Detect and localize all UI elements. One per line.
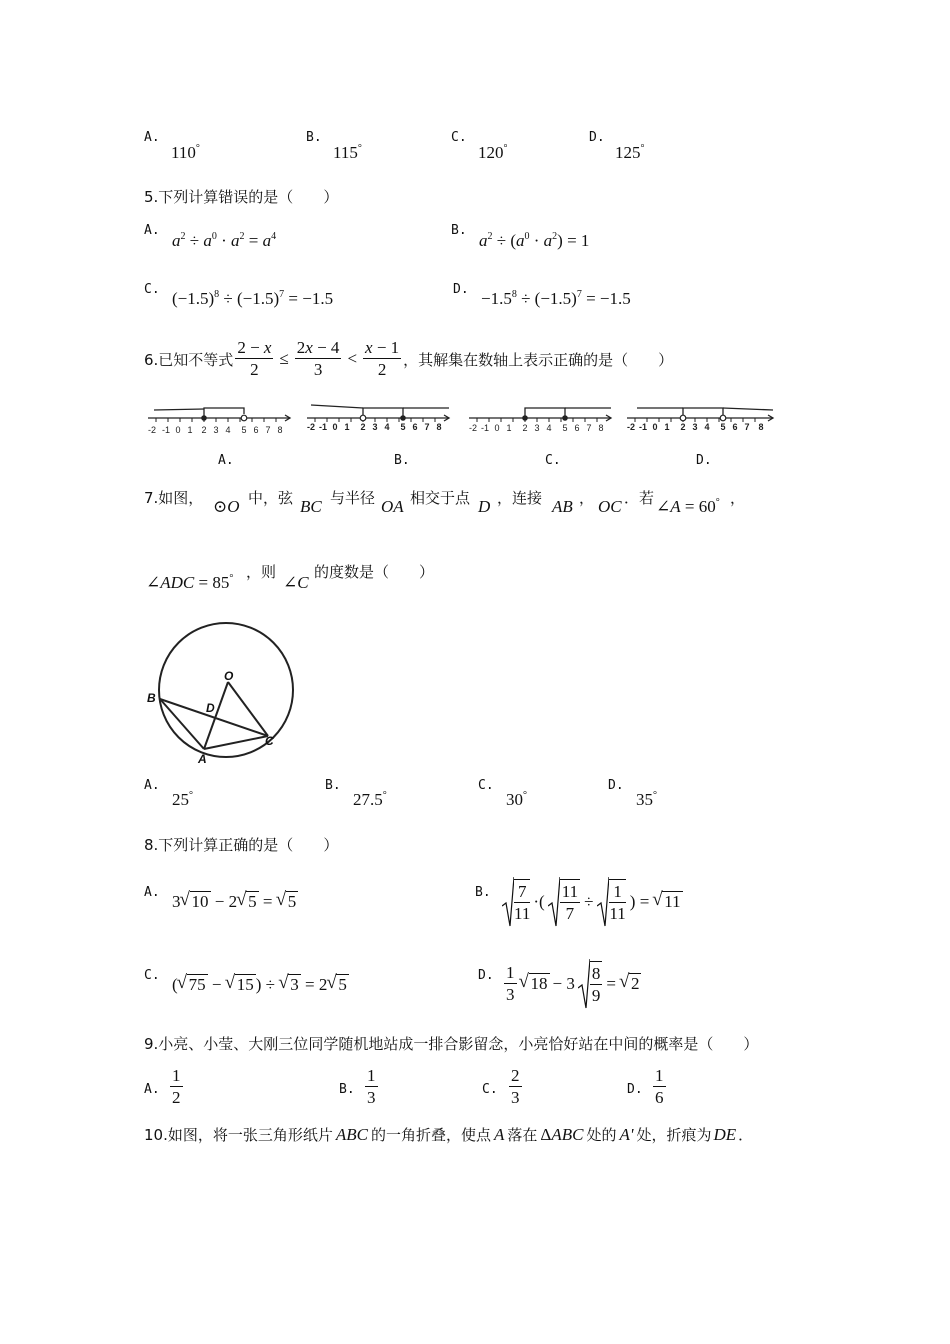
q5-option-d-expr: $-1.5^8 \div (-1.5)^7 = -1.5$ bbox=[481, 289, 631, 308]
svg-text:3: 3 bbox=[692, 422, 698, 432]
q10-stem-part: 的一角折叠，使点 bbox=[370, 1126, 491, 1144]
q8-option-a-expr: 3√ 10 − 2√ 5 = √ 5 bbox=[172, 892, 298, 912]
q8-option-d-label: D. bbox=[478, 968, 494, 983]
q5-option-c-expr: $(-1.5)^8 \div (-1.5)^7 = -1.5$ bbox=[172, 289, 334, 308]
svg-text:-1: -1 bbox=[161, 425, 171, 435]
svg-text:-2: -2 bbox=[147, 425, 157, 435]
q7-seg-oc: OC bbox=[598, 497, 622, 516]
svg-text:4: 4 bbox=[225, 425, 231, 435]
svg-text:2: 2 bbox=[201, 425, 207, 435]
svg-text:1: 1 bbox=[664, 422, 670, 432]
svg-text:3: 3 bbox=[372, 422, 378, 432]
q7-angle-adc: ∠ADC = 85° bbox=[146, 573, 234, 592]
q6-stem-suffix: ，其解集在数轴上表示正确的是（ ） bbox=[403, 350, 674, 369]
svg-text:2: 2 bbox=[680, 422, 686, 432]
q9-option-a-frac: $\frac{1}{2}$ bbox=[172, 1066, 181, 1107]
q7-angle-a: ∠A = 60° bbox=[656, 497, 720, 516]
svg-text:7: 7 bbox=[744, 422, 750, 432]
q7-label-a: A bbox=[198, 752, 207, 766]
q7-figure-oc bbox=[228, 682, 268, 736]
q4-option-c-value: 120° bbox=[478, 143, 508, 162]
q10-point-a-prime: A' bbox=[619, 1125, 634, 1144]
svg-text:-1: -1 bbox=[480, 423, 490, 433]
svg-text:1: 1 bbox=[187, 425, 193, 435]
q10-delta-abc: ΔABC bbox=[540, 1125, 584, 1144]
svg-text:4: 4 bbox=[384, 422, 390, 432]
q9-option-b-frac: $\frac{1}{3}$ bbox=[367, 1066, 376, 1107]
q7-stem-part: 中，弦 bbox=[248, 489, 294, 507]
q7-option-d-value: 35° bbox=[636, 790, 657, 809]
q7-radius-oa: OA bbox=[381, 497, 404, 516]
svg-text:1: 1 bbox=[344, 422, 350, 432]
q7-figure bbox=[144, 618, 304, 768]
q10-point-a: A bbox=[493, 1125, 505, 1144]
q7-label-d: D bbox=[206, 701, 215, 715]
q5-option-d-label: D. bbox=[453, 282, 469, 297]
q6-option-b-label: B. bbox=[394, 453, 410, 468]
svg-text:0: 0 bbox=[332, 422, 338, 432]
svg-text:1: 1 bbox=[506, 423, 512, 433]
q9-option-d-frac: $\frac{1}{6}$ bbox=[655, 1066, 664, 1107]
q9-option-b-label: B. bbox=[339, 1082, 355, 1097]
svg-text:7: 7 bbox=[265, 425, 271, 435]
q4-option-b-label: B. bbox=[306, 130, 322, 145]
q7-option-b-value: 27.5° bbox=[353, 790, 387, 809]
q7-circle-o: ⊙O bbox=[213, 497, 240, 516]
q8-option-c-label: C. bbox=[144, 968, 160, 983]
q7-stem-part: 相交于点 bbox=[410, 489, 471, 507]
q7-stem-part: ， bbox=[730, 489, 746, 507]
svg-text:8: 8 bbox=[277, 425, 283, 435]
svg-text:5: 5 bbox=[720, 422, 726, 432]
q6-inequality: $\frac{2 - x}{2}$ ≤ $\frac{2x - 4}{3}$ < $\frac{x - 1}{2}$ bbox=[237, 337, 400, 379]
q7-stem-part: ，连接 bbox=[497, 489, 543, 507]
q9-option-c-label: C. bbox=[482, 1082, 498, 1097]
q4-option-b-value: 115° bbox=[333, 143, 362, 162]
q10-stem-part: 处，折痕为 bbox=[636, 1126, 712, 1144]
q9-stem: 9.小亮、小莹、大刚三位同学随机地站成一排合影留念，小亮恰好站在中间的概率是（ ） bbox=[144, 1035, 759, 1053]
svg-text:8: 8 bbox=[598, 423, 604, 433]
svg-text:3: 3 bbox=[534, 423, 540, 433]
svg-text:5: 5 bbox=[241, 425, 247, 435]
svg-text:-1: -1 bbox=[318, 422, 328, 432]
q8-option-c-expr: (√ 75 − √ 15 ) ÷ √ 3 = 2√ 5 bbox=[172, 975, 349, 995]
q7-stem-part: ， bbox=[579, 489, 595, 507]
q8-option-b-expr: $\frac{7}{11}$ ·( $\frac{11}{7}$ ÷ $\frac{1}{11}$ ) = √ 11 bbox=[502, 876, 683, 928]
q7-label-c: C bbox=[265, 734, 274, 748]
q7-option-a-value: 25° bbox=[172, 790, 193, 809]
q5-option-a-label: A. bbox=[144, 223, 160, 238]
q5-option-c-label: C. bbox=[144, 282, 160, 297]
q10-stem-part: ． bbox=[738, 1126, 754, 1144]
q7-option-a-label: A. bbox=[144, 778, 160, 793]
q4-option-a-label: A. bbox=[144, 130, 160, 145]
q7-point-d: D bbox=[478, 497, 491, 516]
q7-label-b: B bbox=[147, 691, 156, 705]
q7-option-c-label: C. bbox=[478, 778, 494, 793]
q8-option-d-expr: $\frac{1}{3}$ √ 18 − 3 $\frac{8}{9}$ = √ 2 bbox=[504, 958, 641, 1010]
q7-seg-ab: AB bbox=[552, 497, 573, 516]
svg-text:0: 0 bbox=[175, 425, 181, 435]
svg-text:6: 6 bbox=[412, 422, 418, 432]
svg-text:7: 7 bbox=[586, 423, 592, 433]
q7-option-c-value: 30° bbox=[506, 790, 527, 809]
q8-stem: 8.下列计算正确的是（ ） bbox=[144, 836, 339, 854]
svg-text:8: 8 bbox=[436, 422, 442, 432]
svg-text:0: 0 bbox=[652, 422, 658, 432]
q7-stem-part: 7.如图， bbox=[144, 489, 204, 507]
q7-stem-part: ．若 bbox=[624, 489, 655, 507]
svg-text:4: 4 bbox=[704, 422, 710, 432]
svg-text:3: 3 bbox=[213, 425, 219, 435]
q10-crease-de: DE bbox=[713, 1125, 737, 1144]
q10-stem-part: 处的 bbox=[586, 1126, 617, 1144]
svg-text:4: 4 bbox=[546, 423, 552, 433]
q6-option-d-label: D. bbox=[696, 453, 712, 468]
svg-text:2: 2 bbox=[360, 422, 366, 432]
svg-text:-1: -1 bbox=[638, 422, 648, 432]
q6-number-line-d bbox=[623, 398, 778, 438]
q10-stem bbox=[144, 1124, 753, 1145]
q7-stem-part: ，则 bbox=[246, 563, 277, 581]
svg-text:0: 0 bbox=[494, 423, 500, 433]
q7-figure-ac bbox=[204, 736, 268, 749]
q10-triangle-abc: ABC bbox=[335, 1125, 368, 1144]
q10-stem-part: 落在 bbox=[507, 1126, 538, 1144]
q5-stem: 5.下列计算错误的是（ ） bbox=[144, 188, 339, 206]
svg-text:5: 5 bbox=[400, 422, 406, 432]
q4-option-d-label: D. bbox=[589, 130, 605, 145]
q7-chord-bc: BC bbox=[300, 497, 322, 516]
svg-text:6: 6 bbox=[732, 422, 738, 432]
q7-option-b-label: B. bbox=[325, 778, 341, 793]
q7-stem-part: 的度数是（ ） bbox=[314, 563, 435, 581]
q6-number-line-c bbox=[465, 398, 615, 438]
q9-option-c-frac: $\frac{2}{3}$ bbox=[511, 1066, 520, 1107]
q5-option-a-expr: $a^2 \div a^0 \cdot a^2 = a^4$ bbox=[172, 231, 277, 250]
svg-text:5: 5 bbox=[562, 423, 568, 433]
q9-option-d-label: D. bbox=[627, 1082, 643, 1097]
q7-option-d-label: D. bbox=[608, 778, 624, 793]
q6-stem bbox=[144, 334, 673, 384]
q6-option-c-label: C. bbox=[545, 453, 561, 468]
q5-option-b-expr: $a^2 \div (a^0 \cdot a^2) = 1$ bbox=[479, 231, 590, 250]
q8-option-a-label: A. bbox=[144, 885, 160, 900]
q5-option-b-label: B. bbox=[451, 223, 467, 238]
q7-label-o: O bbox=[224, 669, 234, 683]
svg-text:6: 6 bbox=[574, 423, 580, 433]
q7-angle-c: ∠C bbox=[283, 573, 309, 592]
svg-text:-2: -2 bbox=[306, 422, 316, 432]
q4-option-d-value: 125° bbox=[615, 143, 645, 162]
svg-text:6: 6 bbox=[253, 425, 259, 435]
svg-text:2: 2 bbox=[522, 423, 528, 433]
q6-option-a-label: A. bbox=[218, 453, 234, 468]
q9-option-a-label: A. bbox=[144, 1082, 160, 1097]
q7-stem-part: 与半径 bbox=[330, 489, 376, 507]
q4-option-a-value: 110° bbox=[171, 143, 200, 162]
q4-option-c-label: C. bbox=[451, 130, 467, 145]
q6-stem-prefix: 6.已知不等式 bbox=[144, 350, 234, 369]
q10-stem-part: 10.如图，将一张三角形纸片 bbox=[144, 1126, 333, 1144]
svg-text:7: 7 bbox=[424, 422, 430, 432]
svg-text:-2: -2 bbox=[468, 423, 478, 433]
svg-text:-2: -2 bbox=[626, 422, 636, 432]
q6-number-line-a bbox=[144, 398, 294, 438]
svg-text:8: 8 bbox=[758, 422, 764, 432]
q8-option-b-label: B. bbox=[475, 885, 491, 900]
q6-number-line-b bbox=[303, 398, 453, 438]
